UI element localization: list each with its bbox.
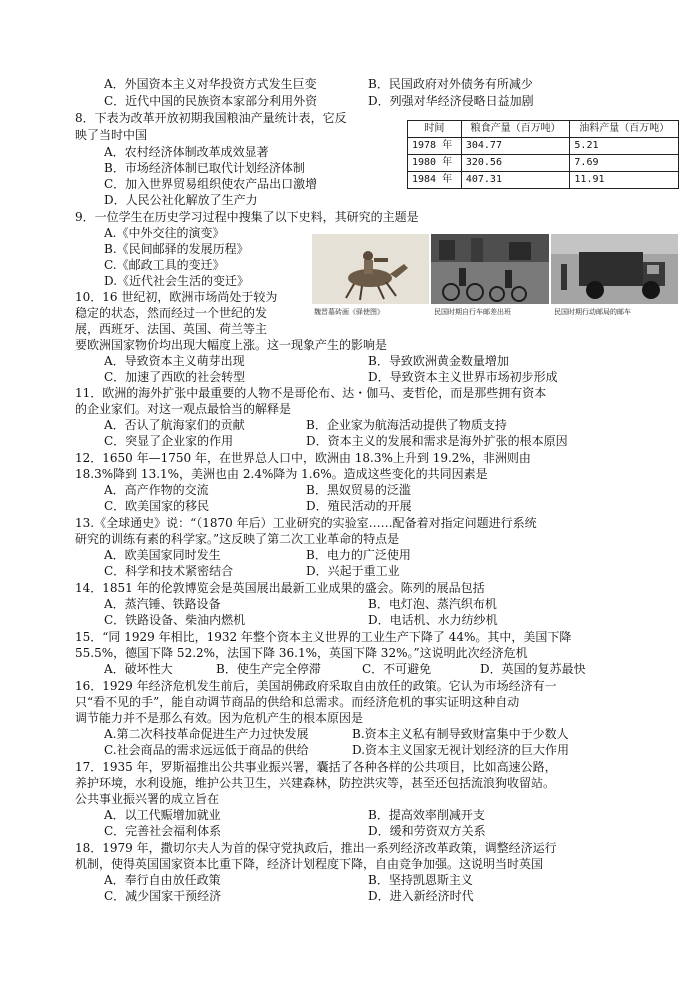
option-14c: C．铁路设备、柴油内燃机: [104, 613, 246, 627]
option-14d: D．电话机、水力纺纱机: [368, 613, 498, 627]
option-10a: A．导致资本主义萌芽出现: [104, 354, 245, 368]
option-10b: B．导致欧洲黄金数量增加: [368, 354, 509, 368]
option-13d: D．兴起于重工业: [306, 564, 400, 578]
table-cell: 320.56: [461, 155, 570, 172]
photo-caption: 民国时期自行车邮差出班: [434, 308, 511, 316]
option-18d: D．进入新经济时代: [368, 889, 474, 903]
table-row: [408, 138, 679, 155]
option-7d: D．列强对华经济侵略日益加剧: [368, 94, 534, 108]
table-header: 油料产量（百万吨）: [570, 121, 679, 138]
option-9c: C.《邮政工具的变迁》: [104, 258, 225, 272]
question-13-stem-cont: 研究的训练有素的科学家。”这反映了第二次工业革命的特点是: [75, 532, 400, 546]
option-10c: C．加速了西欧的社会转型: [104, 370, 246, 384]
bicycle-postmen-image: [431, 234, 549, 304]
grain-oil-output-table: [407, 120, 679, 189]
question-17-stem: 17．1935 年，罗斯福推出公共事业振兴署，囊括了各种各样的公共项目，比如高速公路，: [75, 760, 557, 774]
option-11c: C．突显了企业家的作用: [104, 434, 234, 448]
question-14-stem: 14．1851 年的伦敦博览会是英国展出最新工业成果的盛会。陈列的展品包括: [75, 581, 485, 595]
question-18-stem: 18．1979 年，撒切尔夫人为首的保守党执政后，推出一系列经济改革政策，调整经济运行: [75, 841, 557, 855]
option-8b: B．市场经济体制已取代计划经济体制: [104, 161, 305, 175]
option-7a: A．外国资本主义对华投资方式发生巨变: [104, 77, 317, 91]
table-cell: 7.69: [570, 155, 679, 172]
question-10-stem-cont: 稳定的状态，然而经过一个世纪的发: [75, 306, 268, 320]
option-7c: C．近代中国的民族资本家部分利用外资: [104, 94, 318, 108]
question-15-stem: 15．“同 1929 年相比，1932 年整个资本主义世界的工业生产下降了 44%。其中，美国下降: [75, 630, 572, 644]
option-17b: B．提高效率削减开支: [368, 808, 485, 822]
question-10-stem-cont: 展，西班牙、法国、英国、荷兰等主: [75, 322, 268, 336]
option-13c: C．科学和技术紧密结合: [104, 564, 234, 578]
option-11b: B．企业家为航海活动提供了物质支持: [306, 418, 507, 432]
option-15d: D．英国的复苏最快: [480, 662, 586, 676]
option-13a: A．欧美国家同时发生: [104, 548, 221, 562]
option-12a: A．高产作物的交流: [104, 483, 209, 497]
option-18a: A．奉行自由放任政策: [104, 873, 221, 887]
question-8-stem: 8．下表为改革开放初期我国粮油产量统计表，它反: [75, 111, 347, 125]
option-9b: B.《民间邮驿的发展历程》: [104, 242, 249, 256]
table-row: [408, 155, 679, 172]
option-13b: B．电力的广泛使用: [306, 548, 411, 562]
option-8d: D．人民公社化解放了生产力: [104, 193, 258, 207]
option-14a: A．蒸汽锤、铁路设备: [104, 597, 221, 611]
historical-photo-strip: [312, 234, 678, 320]
table-cell: 1984 年: [408, 172, 462, 189]
table-cell: 5.21: [570, 138, 679, 155]
question-17-stem-cont: 养护环境，水利设施，维护公共卫生，兴建森林，防控洪灾等，甚至还包括流浪狗收留站。: [75, 776, 556, 790]
question-18-stem-cont: 机制，使得英国国家资本比重下降，经济计划程度下降，自由竞争加强。这说明当时英国: [75, 857, 544, 871]
option-18b: B．坚持凯恩斯主义: [368, 873, 473, 887]
table-row: [408, 172, 679, 189]
option-16d: D.资本主义国家无视计划经济的巨大作用: [352, 743, 570, 757]
table-cell: 1978 年: [408, 138, 462, 155]
question-16-stem: 16．1929 年经济危机发生前后，美国胡佛政府采取自由放任的政策。它认为市场经济有一: [75, 679, 557, 693]
option-9d: D.《近代社会生活的变迁》: [104, 274, 250, 288]
table-cell: 1980 年: [408, 155, 462, 172]
question-12-stem-cont: 18.3%降到 13.1%，美洲也由 2.4%降为 1.6%。造成这些变化的共同因素是: [75, 467, 488, 481]
question-11-stem-cont: 的企业家们。对这一观点最恰当的解释是: [75, 402, 292, 416]
mail-truck-image: [551, 234, 678, 304]
option-16a: A.第二次科技革命促进生产力过快发展: [104, 727, 309, 741]
question-11-stem: 11．欧洲的海外扩张中最重要的人物不是哥伦布、达・伽马、麦哲伦，而是那些拥有资本: [75, 386, 547, 400]
option-15b: B．使生产完全停滞: [216, 662, 321, 676]
question-16-stem-cont: 调节能力并不是那么有效。因为危机产生的根本原因是: [75, 711, 364, 725]
table-header-row: [408, 121, 679, 138]
question-10-stem: 10．16 世纪初，欧洲市场尚处于较为: [75, 290, 278, 304]
question-13-stem: 13.《全球通史》说：“（1870 年后）工业研究的实验室……配备着对指定问题进行系统: [75, 516, 537, 530]
option-8a: A．农村经济体制改革成效显著: [104, 145, 269, 159]
option-17a: A．以工代赈增加就业: [104, 808, 221, 822]
option-12b: B．黑奴贸易的泛滥: [306, 483, 411, 497]
option-17d: D．缓和劳资双方关系: [368, 824, 486, 838]
option-11a: A．否认了航海家们的贡献: [104, 418, 245, 432]
option-16b: B.资本主义私有制导致财富集中于少数人: [352, 727, 569, 741]
option-9a: A.《中外交往的演变》: [104, 226, 225, 240]
option-14b: B．电灯泡、蒸汽织布机: [368, 597, 497, 611]
question-16-stem-cont: 只“看不见的手”，能自动调节商品的供给和总需求。而经济危机的事实证明这种自动: [75, 695, 520, 709]
question-12-stem: 12．1650 年—1750 年，在世界总人口中，欧洲由 18.3%上升到 19.2%，非洲则由: [75, 451, 531, 465]
table-header: 时间: [408, 121, 462, 138]
option-17c: C．完善社会福利体系: [104, 824, 222, 838]
option-18c: C．减少国家干预经济: [104, 889, 222, 903]
photo-caption: 魏晋墓砖画《驿使图》: [314, 308, 384, 316]
option-15c: C．不可避免: [362, 662, 432, 676]
question-15-stem-cont: 55.5%，德国下降 52.2%，法国下降 36.1%，英国下降 32%。”这说明此次经济危机: [75, 646, 528, 660]
table-cell: 11.91: [570, 172, 679, 189]
option-15a: A．破坏性大: [104, 662, 173, 676]
question-10-stem-cont: 要欧洲国家物价均出现大幅度上涨。这一现象产生的影响是: [75, 338, 388, 352]
courier-mural-image: [312, 234, 429, 304]
table-cell: 407.31: [461, 172, 570, 189]
table-header: 粮食产量（百万吨）: [461, 121, 570, 138]
question-9-stem: 9．一位学生在历史学习过程中搜集了以下史料，其研究的主题是: [75, 210, 419, 224]
table-cell: 304.77: [461, 138, 570, 155]
option-16c: C.社会商品的需求远远低于商品的供给: [104, 743, 309, 757]
option-7b: B．民国政府对外债务有所减少: [368, 77, 533, 91]
option-12c: C．欧美国家的移民: [104, 499, 210, 513]
question-8-stem-cont: 映了当时中国: [75, 128, 148, 142]
option-10d: D．导致资本主义世界市场初步形成: [368, 370, 558, 384]
option-8c: C．加入世界贸易组织使农产品出口激增: [104, 177, 318, 191]
option-12d: D．殖民活动的开展: [306, 499, 412, 513]
photo-caption: 民国时期行动邮局的邮车: [554, 308, 631, 316]
option-11d: D．资本主义的发展和需求是海外扩张的根本原因: [306, 434, 568, 448]
question-17-stem-cont: 公共事业振兴署的成立旨在: [75, 792, 220, 806]
